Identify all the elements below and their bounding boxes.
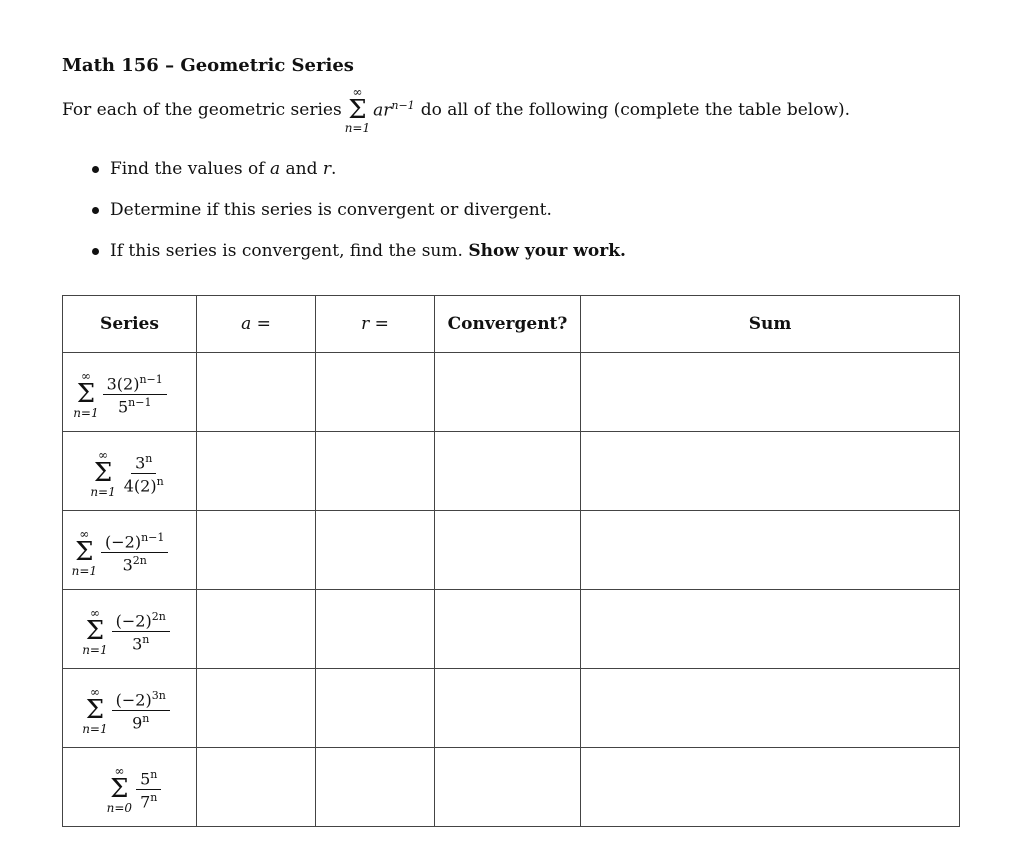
row-summation [72,528,97,577]
answer-convergent-cell[interactable] [435,353,581,432]
sum-lower-limit: n=1 [90,484,116,499]
answer-a-cell[interactable] [197,353,316,432]
task-item-sum: If this series is convergent, find the sum. Show your work. [90,239,626,280]
series-fraction [112,689,170,733]
series-expression [70,370,167,419]
task-item-convergence: Determine if this series is convergent or divergent. [90,198,626,239]
answer-sum-cell[interactable] [581,432,960,511]
sum-lower-limit: n=0 [106,800,133,815]
sum-upper-limit: ∞ [98,448,109,463]
sigma-symbol: Σ [348,94,367,125]
answer-r-cell[interactable] [316,748,435,827]
fraction-denominator: 7$^n$ [140,791,158,812]
instructions-text-after: do all of the following (complete the table below). [420,100,851,120]
series-cell [63,432,197,511]
header-a: a = [197,296,316,353]
answer-convergent-cell[interactable] [435,432,581,511]
table-row [63,511,960,590]
row-summation [73,370,98,419]
general-term: $ar^{n-1}$ [373,99,415,121]
table-row [63,432,960,511]
fraction-numerator: $3(2)^{n-1}$ [103,373,167,395]
answer-convergent-cell[interactable] [435,590,581,669]
row-summation [90,449,115,498]
series-expression [79,686,170,735]
series-expression [69,528,169,577]
header-convergent: Convergent? [435,296,581,353]
answer-r-cell[interactable] [316,590,435,669]
header-series: Series [63,296,197,353]
series-fraction [136,768,161,812]
answer-a-cell[interactable] [197,590,316,669]
sum-lower-limit: n=1 [73,405,99,420]
answer-r-cell[interactable] [316,432,435,511]
series-expression [79,607,170,656]
answer-r-cell[interactable] [316,353,435,432]
page-title: Math 156 – Geometric Series [62,55,354,76]
header-r: r = [316,296,435,353]
fraction-denominator: $5^{n-1}$ [117,396,152,417]
fraction-denominator: $4(2)^n$ [123,475,164,496]
sum-upper-limit: ∞ [89,606,100,621]
header-sum: Sum [581,296,960,353]
sigma-symbol: Σ [93,458,113,489]
task-list [90,157,626,280]
series-fraction [101,531,168,575]
series-fraction [112,610,170,654]
sigma-symbol: Σ [76,379,96,410]
sigma-symbol: Σ [75,537,94,568]
answer-r-cell[interactable] [316,511,435,590]
sum-lower-limit: n=1 [344,121,371,136]
fraction-denominator: 3$^n$ [132,633,150,654]
answer-sum-cell[interactable] [581,748,960,827]
answer-a-cell[interactable] [197,511,316,590]
table-header-row [63,296,960,353]
answer-convergent-cell[interactable] [435,511,581,590]
table-row [63,748,960,827]
sum-lower-limit: n=1 [71,563,98,578]
fraction-numerator: $(-2)^{n-1}$ [101,531,168,553]
row-summation [107,765,132,814]
intro-summation [345,86,370,135]
answer-r-cell[interactable] [316,669,435,748]
series-cell [63,353,197,432]
sum-upper-limit: ∞ [114,764,125,779]
series-cell [63,590,197,669]
answer-sum-cell[interactable] [581,669,960,748]
answer-a-cell[interactable] [197,432,316,511]
series-cell [63,511,197,590]
answer-sum-cell[interactable] [581,590,960,669]
series-expression [104,765,162,814]
answer-a-cell[interactable] [197,748,316,827]
answer-sum-cell[interactable] [581,353,960,432]
series-fraction [103,373,167,417]
sum-upper-limit: ∞ [80,369,91,384]
sigma-symbol: Σ [85,695,105,726]
answer-convergent-cell[interactable] [435,748,581,827]
table-row [63,353,960,432]
answer-sum-cell[interactable] [581,511,960,590]
sum-lower-limit: n=1 [82,721,108,736]
sigma-symbol: Σ [85,616,105,647]
series-table [62,295,960,827]
fraction-numerator: $(-2)^{2n}$ [112,610,170,632]
sigma-symbol: Σ [110,774,129,805]
instructions-text-before: For each of the geometric series [62,100,342,120]
fraction-denominator: 9$^n$ [132,712,150,733]
sum-upper-limit: ∞ [89,685,100,700]
series-expression [87,449,167,498]
series-fraction [120,452,168,496]
table-row [63,669,960,748]
sum-upper-limit: ∞ [79,527,90,542]
row-summation [82,686,107,735]
sum-lower-limit: n=1 [82,642,108,657]
row-summation [82,607,107,656]
fraction-denominator: $3^{2n}$ [122,554,147,575]
fraction-numerator: $(-2)^{3n}$ [112,689,170,711]
answer-a-cell[interactable] [197,669,316,748]
task-item-find-values: Find the values of a and r. [90,157,626,198]
fraction-numerator: 5$^n$ [136,768,161,790]
answer-convergent-cell[interactable] [435,669,581,748]
series-cell [63,748,197,827]
table-row [63,590,960,669]
fraction-numerator: 3$^n$ [131,452,156,474]
sum-upper-limit: ∞ [352,84,363,99]
series-cell [63,669,197,748]
instructions [62,80,850,140]
